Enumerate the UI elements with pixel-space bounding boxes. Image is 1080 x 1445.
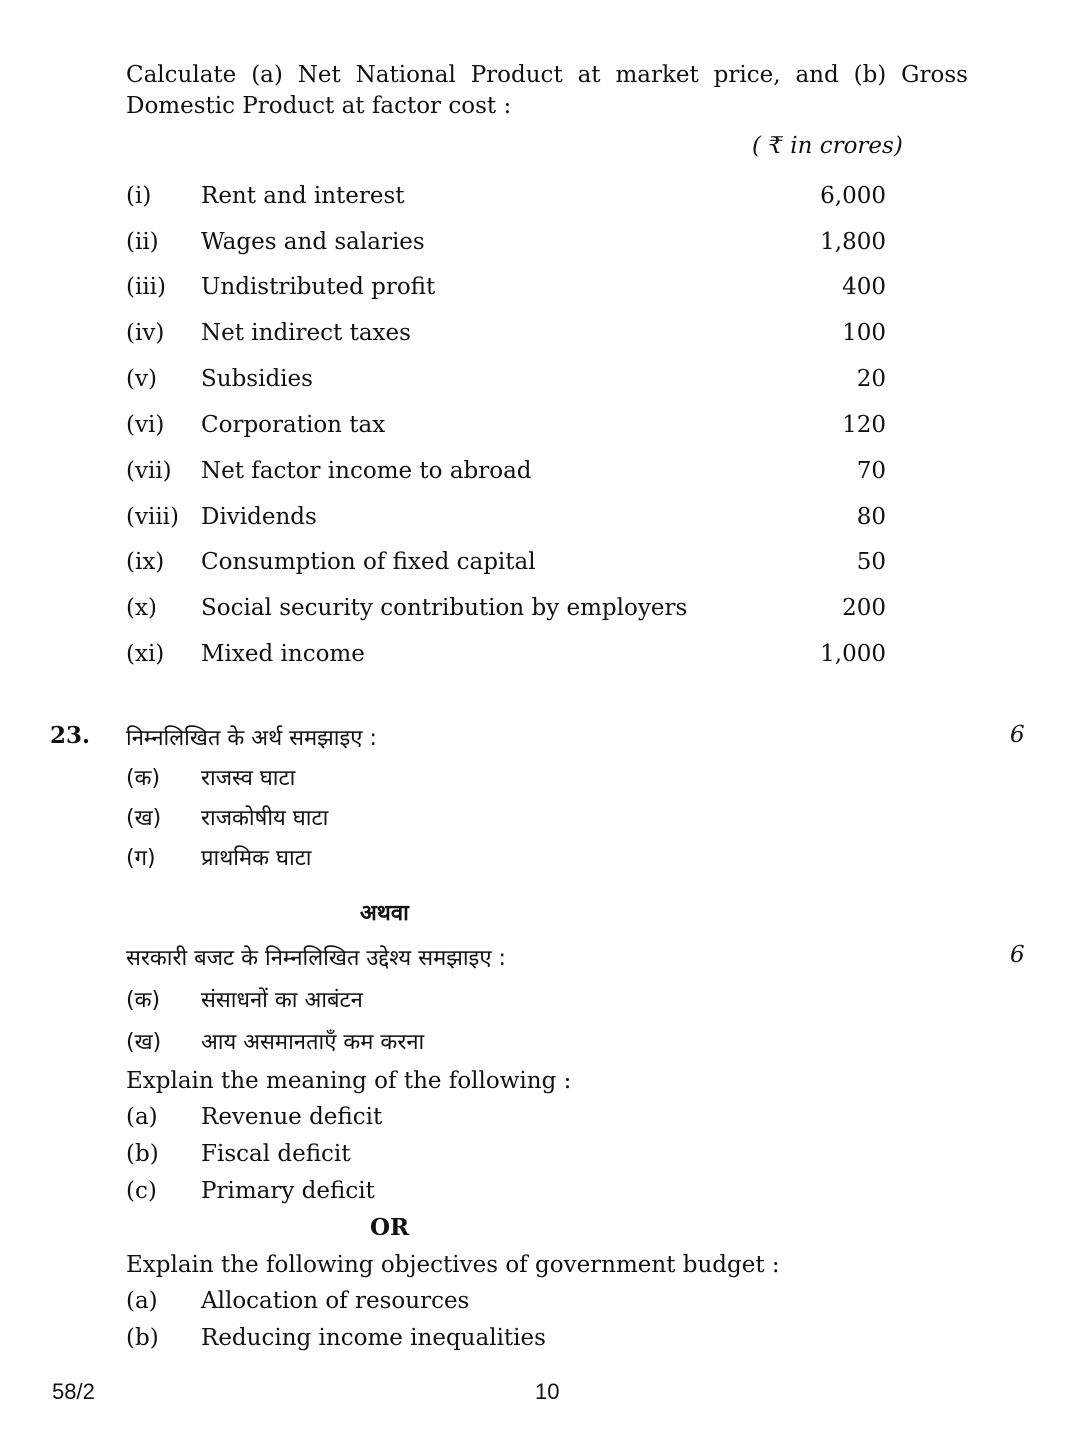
hindi-item-label: (ग) xyxy=(126,846,156,871)
row-label: (i) xyxy=(126,183,152,209)
row-value: 400 xyxy=(842,274,886,300)
row-text: Social security contribution by employers xyxy=(201,595,688,621)
row-text: Wages and salaries xyxy=(201,229,425,255)
english-item-label: (b) xyxy=(126,1325,159,1351)
row-value: 200 xyxy=(842,595,886,621)
row-label: (iii) xyxy=(126,274,167,300)
row-text: Mixed income xyxy=(201,641,365,667)
row-value: 120 xyxy=(842,412,886,438)
row-label: (xi) xyxy=(126,641,165,667)
row-label: (iv) xyxy=(126,320,165,346)
english-item-text: Revenue deficit xyxy=(201,1104,383,1130)
row-text: Net indirect taxes xyxy=(201,320,411,346)
english-question-stem: Explain the meaning of the following : xyxy=(126,1068,572,1094)
row-value: 100 xyxy=(842,320,886,346)
english-item-label: (b) xyxy=(126,1141,159,1167)
row-text: Net factor income to abroad xyxy=(201,458,532,484)
english-or-separator: OR xyxy=(370,1214,410,1241)
row-text: Rent and interest xyxy=(201,183,405,209)
english-item-text: Primary deficit xyxy=(201,1178,375,1204)
english-alt-question-stem: Explain the following objectives of government budget : xyxy=(126,1252,780,1278)
hindi-item-text: राजस्व घाटा xyxy=(201,766,296,791)
hindi-alt-question-stem: सरकारी बजट के निम्नलिखित उद्देश्य समझाइए : xyxy=(126,946,506,971)
row-text: Dividends xyxy=(201,504,317,530)
row-label: (viii) xyxy=(126,504,180,530)
hindi-question-stem: निम्नलिखित के अर्थ समझाइए : xyxy=(126,726,377,751)
english-item-label: (a) xyxy=(126,1288,158,1314)
hindi-or-separator: अथवा xyxy=(360,901,409,926)
row-text: Undistributed profit xyxy=(201,274,436,300)
row-label: (ii) xyxy=(126,229,159,255)
hindi-item-label: (क) xyxy=(126,988,161,1013)
marks: 6 xyxy=(1010,942,1025,968)
row-value: 6,000 xyxy=(820,183,886,209)
question-intro: Calculate (a) Net National Product at market price, and (b) Gross Domestic Product at factor cost : xyxy=(126,62,968,119)
row-text: Corporation tax xyxy=(201,412,386,438)
unit-label: ( ₹ in crores) xyxy=(752,133,903,159)
row-text: Consumption of fixed capital xyxy=(201,549,536,575)
question-number: 23. xyxy=(50,722,91,749)
row-value: 1,800 xyxy=(820,229,886,255)
hindi-item-text: प्राथमिक घाटा xyxy=(201,846,312,871)
row-label: (ix) xyxy=(126,549,165,575)
english-item-text: Fiscal deficit xyxy=(201,1141,351,1167)
hindi-item-text: आय असमानताएँ कम करना xyxy=(201,1030,425,1055)
page-number: 10 xyxy=(535,1379,560,1404)
row-label: (x) xyxy=(126,595,157,621)
row-value: 20 xyxy=(856,366,886,392)
hindi-item-text: राजकोषीय घाटा xyxy=(201,806,329,831)
row-label: (vii) xyxy=(126,458,172,484)
row-label: (v) xyxy=(126,366,157,392)
english-item-label: (c) xyxy=(126,1178,157,1204)
hindi-item-label: (क) xyxy=(126,766,161,791)
hindi-item-text: संसाधनों का आबंटन xyxy=(201,988,363,1013)
row-value: 80 xyxy=(856,504,886,530)
english-item-label: (a) xyxy=(126,1104,158,1130)
paper-code: 58/2 xyxy=(52,1379,95,1404)
row-value: 1,000 xyxy=(820,641,886,667)
hindi-item-label: (ख) xyxy=(126,1030,162,1055)
row-label: (vi) xyxy=(126,412,165,438)
marks: 6 xyxy=(1010,722,1025,748)
english-item-text: Reducing income inequalities xyxy=(201,1325,546,1351)
row-value: 50 xyxy=(856,549,886,575)
hindi-item-label: (ख) xyxy=(126,806,162,831)
row-value: 70 xyxy=(856,458,886,484)
row-text: Subsidies xyxy=(201,366,313,392)
english-item-text: Allocation of resources xyxy=(201,1288,470,1314)
